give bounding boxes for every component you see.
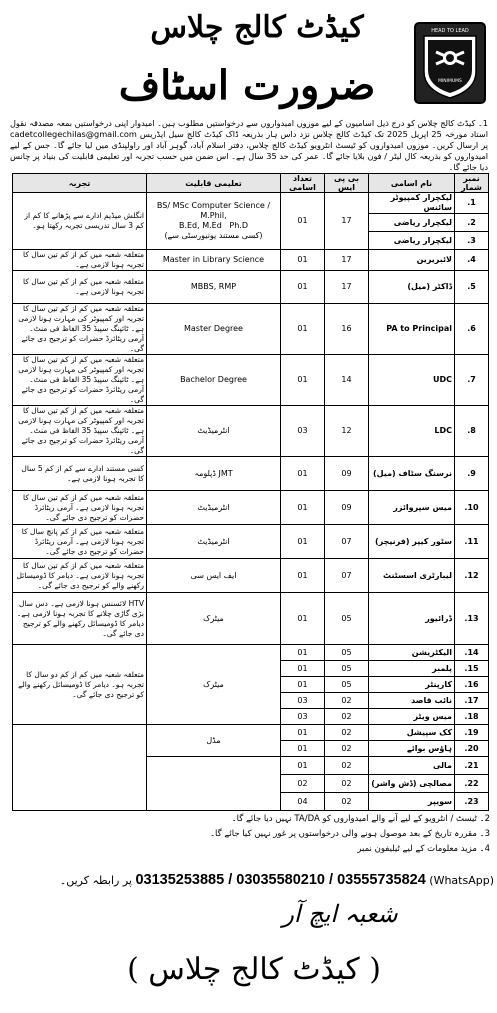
row-count: 01 — [281, 593, 325, 645]
row-bps: 07 — [325, 559, 369, 593]
phone-numbers: 03135253885 / 03035580210 / 03555735824 — [135, 872, 426, 888]
row-count: 02 — [281, 775, 325, 793]
row-post: ڈاکٹر (میل) — [369, 271, 455, 304]
crest-top-text: HEAD TO LEAD — [431, 28, 469, 34]
crest-bottom-text: MINIMUMS — [438, 79, 462, 84]
row-bps: 17 — [325, 193, 369, 250]
row-serial: 2. — [455, 214, 489, 232]
row-count: 03 — [281, 693, 325, 709]
intro-text-2: داس ہار بذریعہ ڈاک کیڈٹ کالج سیل ایڈریس — [139, 129, 297, 139]
ad-header — [0, 0, 497, 118]
row-experience — [13, 725, 147, 811]
row-bps: 02 — [325, 793, 369, 811]
row-qualification: میٹرک — [147, 645, 281, 725]
row-qualification — [147, 193, 281, 250]
college-crest-icon — [414, 22, 486, 104]
table-row — [13, 406, 489, 457]
table-row — [13, 193, 489, 214]
row-count: 01 — [281, 491, 325, 525]
row-qualification: Bachelor Degree — [147, 355, 281, 406]
row-count: 01 — [281, 645, 325, 661]
table-row — [13, 593, 489, 645]
row-serial: 10. — [455, 491, 489, 525]
row-bps: 02 — [325, 693, 369, 709]
table-row — [13, 525, 489, 559]
table-row — [13, 457, 489, 491]
row-post: پلمبر — [369, 661, 455, 677]
row-count: 03 — [281, 709, 325, 725]
table-row — [13, 725, 489, 741]
row-qualification: ایف ایس سی — [147, 559, 281, 593]
row-post: نائب قاصد — [369, 693, 455, 709]
header-post: نام اسامی — [369, 174, 455, 193]
row-bps: 09 — [325, 491, 369, 525]
intro-text-3: پر ارسال کریں۔ موزوں امیدواروں کو ٹیسٹ انٹرویو کیڈٹ کالج چلاس، دفتر اسلام آباد، گوہر آباد اور راولپنڈی میں لیا — [84, 140, 488, 150]
qual-line: B.Ed, M.Ed — [178, 221, 222, 230]
row-serial: 16. — [455, 677, 489, 693]
row-serial: 14. — [455, 645, 489, 661]
college-signature: ( کیڈٹ کالج چلاس ) — [127, 952, 381, 987]
row-qualification: انٹرمیڈیٹ — [147, 406, 281, 457]
row-post: LDC — [369, 406, 455, 457]
row-count: 01 — [281, 677, 325, 693]
row-count: 01 — [281, 661, 325, 677]
qual-line: Ph.D — [229, 221, 249, 230]
row-qualification: Master Degree — [147, 304, 281, 355]
qual-line: (کسی مستند یونیورسٹی سے) — [164, 231, 263, 240]
row-bps: 09 — [325, 457, 369, 491]
row-bps: 14 — [325, 355, 369, 406]
row-bps: 16 — [325, 304, 369, 355]
row-post: UDC — [369, 355, 455, 406]
row-count: 01 — [281, 355, 325, 406]
row-post: ہاؤس بوائے — [369, 741, 455, 757]
table-row — [13, 491, 489, 525]
row-experience: HTV لائسنس ہونا لازمی ہے۔ دس سال بڑی گاڑی چلانے کا تجربہ ہونا لازمی ہے۔ دیامر کا ڈومیسائل رکھنے والے کو ترجیح دی جائے گی۔ — [13, 593, 147, 645]
row-serial: 20. — [455, 741, 489, 757]
row-serial: 21. — [455, 757, 489, 775]
table-row — [13, 304, 489, 355]
header-experience: تجربہ — [13, 174, 147, 193]
row-qualification: انٹرمیڈیٹ — [147, 491, 281, 525]
row-serial: 19. — [455, 725, 489, 741]
row-count: 01 — [281, 741, 325, 757]
row-post: لیکچرار ریاضی — [369, 214, 455, 232]
row-count: 04 — [281, 793, 325, 811]
row-qualification: MBBS, RMP — [147, 271, 281, 304]
row-post: ڈرائیور — [369, 593, 455, 645]
row-bps: 02 — [325, 725, 369, 741]
college-name-title: کیڈٹ کالج چلاس — [150, 10, 364, 45]
row-post: سٹور کیپر (فرنیچر) — [369, 525, 455, 559]
row-bps: 05 — [325, 645, 369, 661]
row-serial: 9. — [455, 457, 489, 491]
row-count: 01 — [281, 525, 325, 559]
header-serial: نمبر شمار — [455, 174, 489, 193]
row-count: 01 — [281, 250, 325, 271]
row-experience: متعلقہ شعبہ میں کم از کم تین سال کا تجربہ ہونا لازمی ہے۔ — [13, 250, 147, 271]
table-row — [13, 271, 489, 304]
row-bps: 05 — [325, 593, 369, 645]
row-serial: 11. — [455, 525, 489, 559]
row-qualification: انٹرمیڈیٹ — [147, 525, 281, 559]
row-post: نرسنگ سٹاف (میل) — [369, 457, 455, 491]
row-experience: متعلقہ شعبہ میں کم از کم تین سال کا تجربہ ہونا لازمی ہے۔ آرمی ریٹائرڈ حضرات کو ترجیح دی جائے گی۔ — [13, 491, 147, 525]
table-row — [13, 559, 489, 593]
row-serial: 22. — [455, 775, 489, 793]
row-serial: 18. — [455, 709, 489, 725]
row-experience: متعلقہ شعبہ میں کم از کم تین سال کا تجربہ اور کمپیوٹر کی مہارت ہونا لازمی ہے۔ ٹائپنگ سپیڈ 35 الفاظ فی منٹ۔ آرمی ریٹائرڈ حضرات کو ترجیح دی جائے گی۔ — [13, 355, 147, 406]
row-experience: متعلقہ شعبہ میں کم از کم تین سال کا تجربہ اور کمپیوٹر کی مہارت ہونا لازمی ہے۔ ٹائپنگ سپیڈ 35 الفاظ فی منٹ۔ آرمی ریٹائرڈ حضرات کو ترجیح دی جائے گی۔ — [13, 304, 147, 355]
row-bps: 02 — [325, 757, 369, 775]
header-bps: بی پی ایس — [325, 174, 369, 193]
row-experience: متعلقہ شعبہ میں کم از کم پانچ سال کا تجربہ ہونا لازمی ہے۔ آرمی ریٹائرڈ حضرات کو ترجیح دی جائے گی۔ — [13, 525, 147, 559]
contact-suffix: (WhatsApp) پر رابطہ کریں۔ — [59, 874, 494, 887]
row-bps: 05 — [325, 677, 369, 693]
row-serial: 23. — [455, 793, 489, 811]
row-bps: 02 — [325, 775, 369, 793]
row-serial: 5. — [455, 271, 489, 304]
row-qualification: مڈل — [147, 725, 281, 757]
table-row — [13, 355, 489, 406]
intro-text-4: جائے گا۔ جس کے لیے امیدواروں کو بذریعہ کال لیٹر / فون بلایا جائے گا۔ عمر کی حد 35 سال ہے۔ اس ضمن میں حسب تجربہ اور تعلیمی قابلیت کی بنیاد پر چانس دیا جائے گا۔ — [10, 140, 488, 172]
intro-text-1: 1۔ کیڈٹ کالج چلاس کو درج ذیل اسامیوں کے لیے موزوں امیدواروں سے درخواستیں مطلوب ہیں۔ امیدوار اپنی درخواستیں بمعہ مصدقہ نقول اسناد مورخہ 25 اپریل 2025 تک کیڈٹ کالج چلاس نزد — [9, 118, 489, 139]
header-count: تعداد اسامی — [281, 174, 325, 193]
row-serial: 6. — [455, 304, 489, 355]
row-count: 01 — [281, 757, 325, 775]
note-item: 2۔ ٹیسٹ / انٹرویو کے لیے آنے والے امیدواروں کو TA/DA نہیں دیا جائے گا۔ — [231, 814, 490, 824]
row-post: کارپنٹر — [369, 677, 455, 693]
row-qualification: میٹرک — [147, 593, 281, 645]
row-serial: 13. — [455, 593, 489, 645]
row-post: مصالچی (ڈش واشر) — [369, 775, 455, 793]
row-post: PA to Principal — [369, 304, 455, 355]
table-row — [13, 250, 489, 271]
row-post: لیبارٹری اسسٹنٹ — [369, 559, 455, 593]
row-post: لیکچرار ریاضی — [369, 232, 455, 250]
contact-line — [10, 872, 494, 888]
row-post: لائبریرین — [369, 250, 455, 271]
row-post: میس ویٹر — [369, 709, 455, 725]
row-count: 01 — [281, 725, 325, 741]
qual-line: BS/ MSc Computer Science / M.Phil, — [156, 201, 271, 220]
row-bps: 17 — [325, 271, 369, 304]
row-experience: متعلقہ شعبہ میں کم از کم تین سال کا تجربہ ہونا لازمی ہے۔ — [13, 271, 147, 304]
row-qualification: Master in Library Science — [147, 250, 281, 271]
row-bps: 17 — [325, 250, 369, 271]
row-count: 01 — [281, 559, 325, 593]
row-count: 01 — [281, 193, 325, 250]
row-count: 01 — [281, 304, 325, 355]
row-bps: 02 — [325, 741, 369, 757]
row-serial: 17. — [455, 693, 489, 709]
row-experience: کسی مستند ادارے سے کم از کم 5 سال کا تجربہ ہونا لازمی ہے۔ — [13, 457, 147, 491]
table-row — [13, 645, 489, 661]
intro-email: cadetcollegechilas@gmail.com — [10, 129, 137, 139]
intro-paragraph — [10, 118, 488, 173]
staff-required-title: ضرورت اسٹاف — [118, 62, 376, 109]
row-bps: 05 — [325, 661, 369, 677]
row-experience: متعلقہ شعبہ میں کم از کم دو سال کا تجربہ ہو۔ دیامر کا ڈومیسائل رکھنے والے کو ترجیح دی جائے گی۔ — [13, 645, 147, 725]
row-post: میس سپروائزر — [369, 491, 455, 525]
row-qualification — [147, 757, 281, 811]
note-item: 3۔ مقررہ تاریخ کے بعد موصول ہونے والی درخواستوں پر غور نہیں کیا جائے گا۔ — [210, 829, 490, 839]
row-bps: 02 — [325, 709, 369, 725]
row-post: لیکچرار کمپیوٹر سائنس — [369, 193, 455, 214]
row-bps: 07 — [325, 525, 369, 559]
row-serial: 3. — [455, 232, 489, 250]
row-serial: 15. — [455, 661, 489, 677]
row-post: سویپر — [369, 793, 455, 811]
vacancies-table — [12, 173, 489, 811]
row-serial: 12. — [455, 559, 489, 593]
row-qualification: JMT ڈپلومہ — [147, 457, 281, 491]
row-experience: انگلش میڈیم ادارے سے پڑھانے کا کم از کم 3 سال تدریسی تجربہ رکھتا ہو۔ — [13, 193, 147, 250]
row-experience: متعلقہ شعبہ میں کم از کم تین سال کا تجربہ اور کمپیوٹر کی مہارت ہونا لازمی ہے۔ ٹائپنگ سپیڈ 35 الفاظ فی منٹ۔ آرمی ریٹائرڈ حضرات کو ترجیح دی جائے گی۔ — [13, 406, 147, 457]
row-bps: 12 — [325, 406, 369, 457]
header-qualification: تعلیمی قابلیت — [147, 174, 281, 193]
hr-department-signature: شعبہ ایچ آر — [282, 900, 398, 928]
row-count: 01 — [281, 271, 325, 304]
row-serial: 1. — [455, 193, 489, 214]
row-serial: 4. — [455, 250, 489, 271]
row-count: 01 — [281, 457, 325, 491]
row-count: 03 — [281, 406, 325, 457]
row-experience: متعلقہ شعبہ میں کم از کم تین سال کا تجربہ ہونا لازمی ہے۔ دیامر کا ڈومیسائل رکھنے والے کو ترجیح دی جائے گی۔ — [13, 559, 147, 593]
table-header-row — [13, 174, 489, 193]
note-item: 4۔ مزید معلومات کے لیے ٹیلیفون نمبر — [357, 844, 490, 854]
row-serial: 8. — [455, 406, 489, 457]
row-post: مالی — [369, 757, 455, 775]
row-post: الیکٹریشن — [369, 645, 455, 661]
row-post: کک سپیشل — [369, 725, 455, 741]
row-serial: 7. — [455, 355, 489, 406]
notes-list — [20, 812, 490, 857]
